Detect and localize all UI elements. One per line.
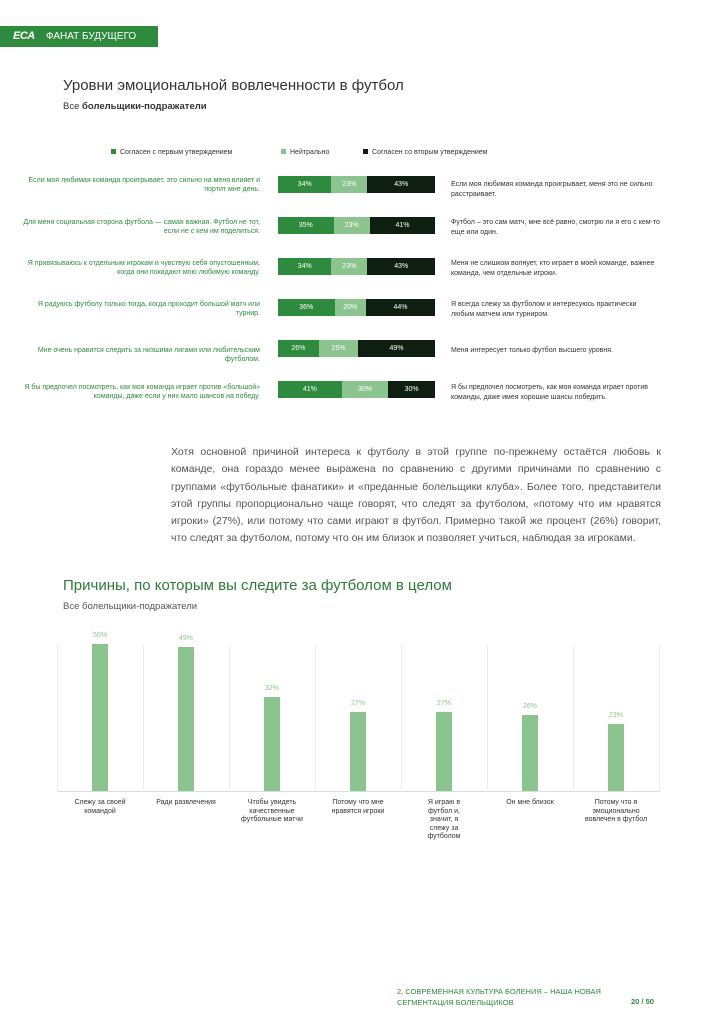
statement-left: Если моя любимая команда проигрывает, это сильно на меня влияет и портит мне день.: [28, 177, 260, 193]
page-number: 20 / 50: [631, 997, 654, 1006]
grid-line: [315, 645, 316, 792]
stacked-bar: [278, 381, 435, 398]
statement-right: Я бы предпочел посмотреть, как моя команда играет против команды, даже имея хорошие шансы победить.: [451, 384, 649, 401]
brand-title: ФАНАТ БУДУЩЕГО: [46, 31, 137, 42]
header-band: [0, 26, 158, 47]
segment-neutral: 23%: [331, 176, 367, 193]
section2-subtitle: Все болельщики-подражатели: [63, 601, 198, 612]
stacked-bar: [278, 176, 435, 193]
chart-bar: [178, 647, 194, 791]
chart-bar: [522, 715, 538, 791]
segment-second: 41%: [370, 217, 435, 234]
stacked-bar: [278, 299, 435, 316]
footer-line2: СЕГМЕНТАЦИЯ БОЛЕЛЬЩИКОВ: [397, 998, 514, 1007]
legend-item-neutral: Нейтрально: [281, 149, 329, 156]
reasons-bar-chart: [57, 632, 659, 855]
segment-second: 43%: [367, 258, 435, 275]
stacked-bar: [278, 258, 435, 275]
grid-line: [487, 645, 488, 792]
section2-title: Причины, по которым вы следите за футболом в целом: [63, 577, 452, 594]
segment-first: 35%: [278, 217, 334, 234]
body-paragraph: Хотя основной причиной интереса к футболу в этой группе по-прежнему остаётся любовь к команде, она гораздо менее выражена по сравнению с другими причинами по сравнению с группами «футбольные фанатики» и «преданные болельщики клуба». Более того, представители этой группы пропорционально чаще говорят, что следят за футболом, «потому что им нравятся игроки» (27%), или потому что сами играют в футбол. Примерно такой же процент (26%) говорит, что следят за футболом, потому что он им близок и позволяет учиться, наблюдая за игроками.: [171, 446, 661, 545]
bar-value-label: 26%: [522, 702, 537, 710]
grid-line: [401, 645, 402, 792]
chart-bar: [92, 644, 108, 791]
bar-value-label: 23%: [608, 711, 623, 719]
bar-value-label: 32%: [264, 685, 279, 693]
bar-value-label: 49%: [178, 635, 193, 643]
legend-item-first: Согласен с первым утверждением: [111, 149, 232, 156]
stacked-bar: [278, 217, 435, 234]
statement-left: Для меня социальная сторона футбола — самая важная. Футбол не тот, если не с кем им поделиться.: [23, 219, 260, 235]
statement-left: Я радуюсь футболу только тогда, когда проходит большой матч или турнир.: [37, 301, 260, 317]
footer-line1: 2. СОВРЕМЕННАЯ КУЛЬТУРА БОЛЕНИЯ – НАША НОВАЯ: [397, 987, 601, 996]
category-label: Слежу за своей командой: [74, 799, 126, 815]
segment-neutral: 25%: [319, 340, 358, 357]
segment-neutral: 23%: [331, 258, 367, 275]
statement-left: Я привязываюсь к отдельным игрокам и чувствую себя опустошенным, когда они покидают мою любимую команду.: [27, 260, 260, 276]
statement-left: Я бы предпочел посмотреть, как моя команда играет против «большой» команды, даже если у них мало шансов на победу.: [24, 384, 260, 400]
statement-right: Если моя любимая команда проигрывает, меня это не сильно расстраивает.: [451, 181, 653, 198]
segment-first: 34%: [278, 176, 331, 193]
segment-second: 30%: [388, 381, 435, 398]
chart-bar: [608, 724, 624, 791]
segment-first: 41%: [278, 381, 342, 398]
grid-line: [573, 645, 574, 792]
grid-line: [57, 645, 58, 792]
segment-first: 34%: [278, 258, 331, 275]
legend-item-second: Согласен со вторым утверждением: [363, 149, 488, 156]
statement-right: Футбол – это сам матч, мне всё равно, смотрю ли я его с кем-то еще или один.: [451, 219, 660, 236]
segment-second: 43%: [367, 176, 435, 193]
statement-right: Я всегда слежу за футболом и интересуюсь практически любым матчем или турниром.: [451, 301, 637, 318]
footer-section: [397, 986, 601, 1008]
legend-swatch: [281, 149, 286, 154]
statement-left: Мне очень нравится следить за низшими лигами или любительским футболом.: [37, 347, 260, 363]
chart-axis: [57, 791, 659, 792]
stacked-bar: [278, 340, 435, 357]
section1-subtitle: Все болельщики-подражатели: [63, 101, 207, 112]
eca-logo: ECA: [13, 30, 35, 42]
grid-line: [143, 645, 144, 792]
segment-neutral: 30%: [342, 381, 389, 398]
grid-line: [659, 645, 660, 792]
grid-line: [229, 645, 230, 792]
category-label: Потому что мне нравятся игроки: [331, 799, 385, 815]
bar-value-label: 27%: [350, 699, 365, 707]
category-label: Я играю в футбол и, значит, я слежу за футболом: [427, 799, 461, 840]
legend-swatch: [363, 149, 368, 154]
chart-bar: [436, 712, 452, 791]
chart-bar: [264, 697, 280, 791]
segment-neutral: 20%: [335, 299, 366, 316]
segment-second: 44%: [366, 299, 435, 316]
bar-value-label: 27%: [436, 699, 451, 707]
chart-bar: [350, 712, 366, 791]
category-label: Чтобы увидеть качественные футбольные матчи: [241, 799, 303, 823]
statement-right: Меня не слишком волнует, кто играет в моей команде, важнее команда, чем отдельные игроки.: [451, 260, 655, 277]
category-label: Потому что я эмоционально вовлечен в футбол: [584, 799, 648, 823]
category-label: Он мне близок: [506, 799, 554, 806]
segment-first: 26%: [278, 340, 319, 357]
segment-second: 49%: [358, 340, 435, 357]
section1-title: Уровни эмоциональной вовлеченности в футбол: [63, 77, 404, 94]
legend-swatch: [111, 149, 116, 154]
segment-first: 36%: [278, 299, 335, 316]
category-label: Ради развлечения: [156, 799, 216, 806]
statement-right: Меня интересует только футбол высшего уровня.: [451, 347, 613, 354]
bar-value-label: 50%: [92, 632, 107, 640]
segment-neutral: 23%: [334, 217, 370, 234]
